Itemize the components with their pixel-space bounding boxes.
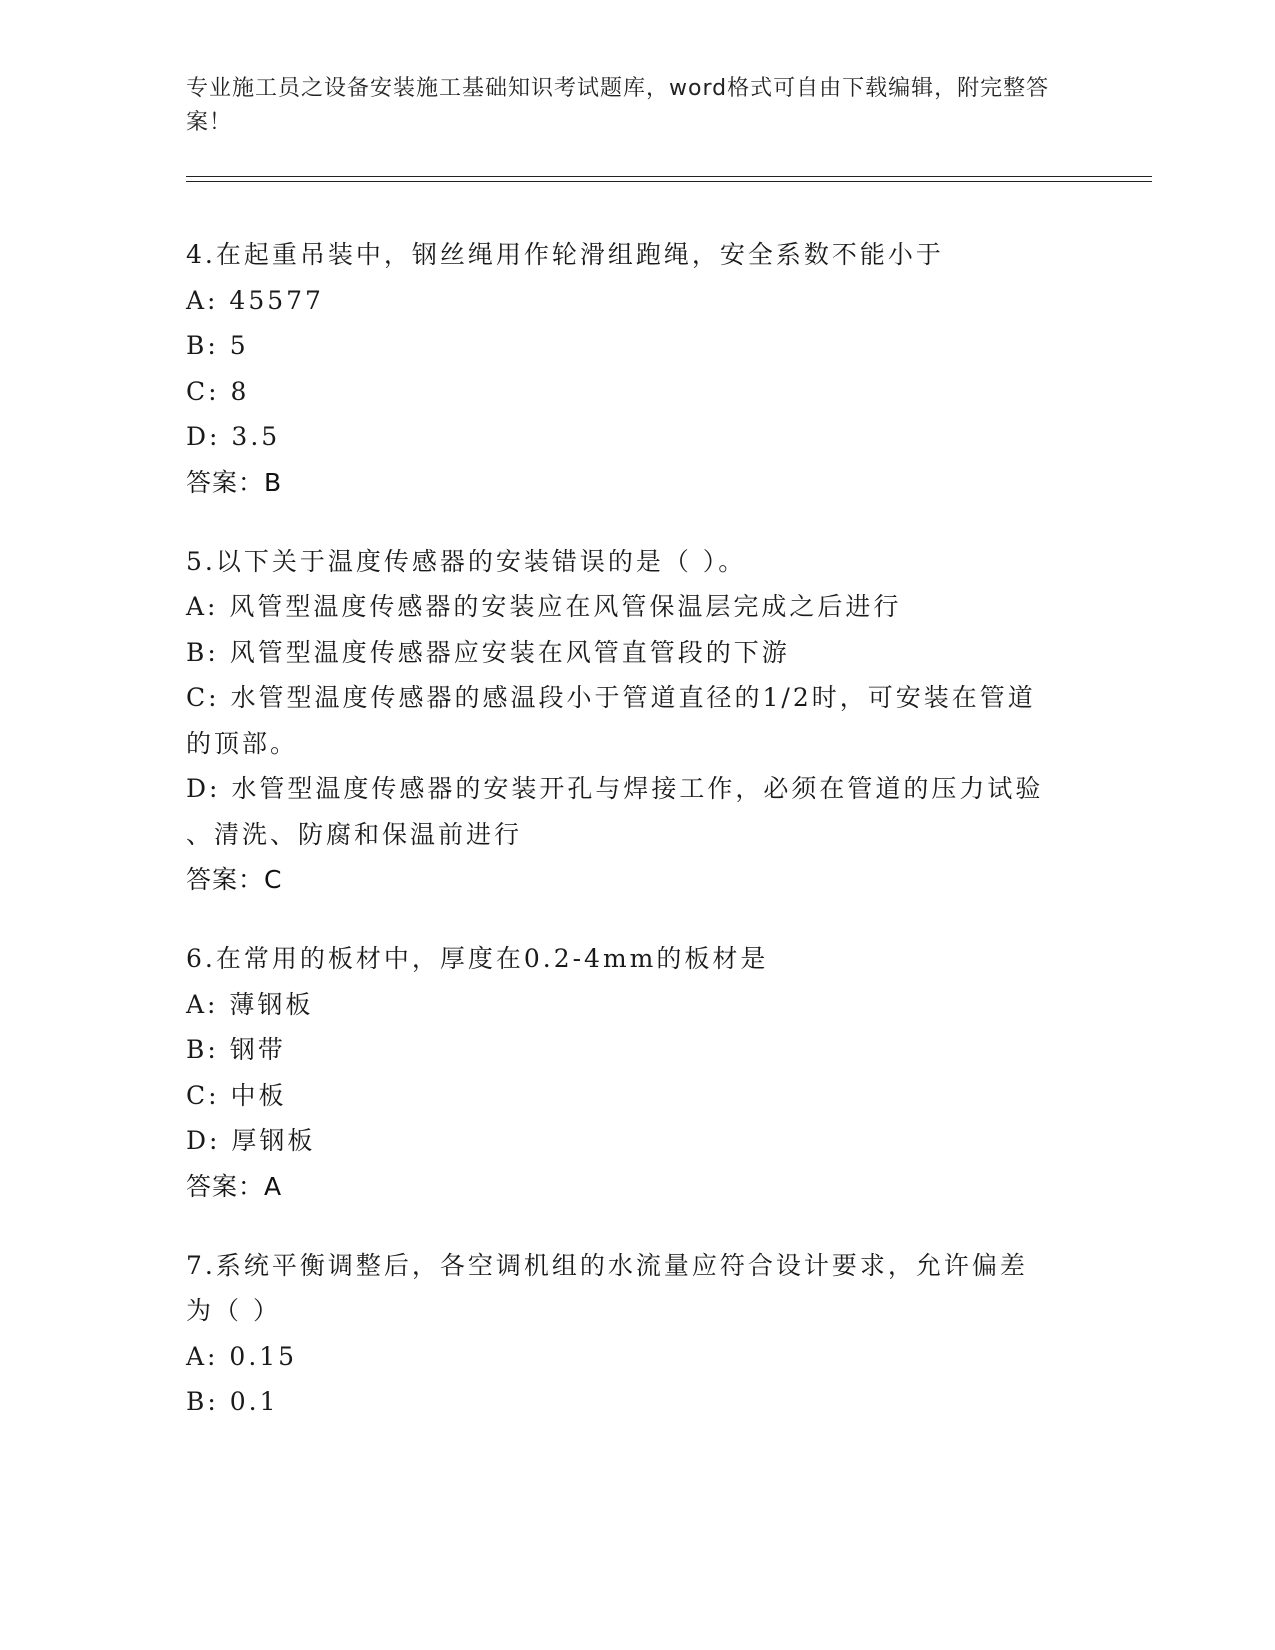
option-b: B: 5 xyxy=(186,331,249,360)
question-stem: 5.以下关于温度传感器的安装错误的是（ ）。 xyxy=(186,546,747,576)
answer: 答案：C xyxy=(186,865,283,894)
option-d: D: 厚钢板 xyxy=(186,1126,316,1155)
option-b: B: 风管型温度传感器应安装在风管直管段的下游 xyxy=(186,637,790,667)
question-7 xyxy=(186,1243,1086,1425)
question-list xyxy=(186,232,1086,1459)
question-stem: 7.系统平衡调整后，各空调机组的水流量应符合设计要求，允许偏差 xyxy=(186,1250,1028,1280)
option-d: D: 水管型温度传感器的安装开孔与焊接工作，必须在管道的压力试验 xyxy=(186,774,1044,803)
option-a: A: 45577 xyxy=(186,285,324,315)
option-b: B: 0.1 xyxy=(186,1387,279,1416)
question-6 xyxy=(186,936,1086,1209)
document-header: 专业施工员之设备安装施工基础知识考试题库，word格式可自由下载编辑，附完整答案！ xyxy=(186,76,1050,135)
option-d-continued: 、清洗、防腐和保温前进行 xyxy=(186,819,523,849)
question-4 xyxy=(186,232,1086,505)
option-c: C: 水管型温度传感器的感温段小于管道直径的1/2时，可安装在管道 xyxy=(186,683,1036,712)
option-c-continued: 的顶部。 xyxy=(186,728,299,758)
header-rule-top xyxy=(186,176,1152,177)
header-rule-bottom xyxy=(186,181,1152,182)
answer: 答案：A xyxy=(186,1171,283,1201)
option-a: A: 风管型温度传感器的安装应在风管保温层完成之后进行 xyxy=(186,592,902,621)
option-b: B: 钢带 xyxy=(186,1035,286,1064)
option-d: D: 3.5 xyxy=(186,422,281,451)
option-c: C: 8 xyxy=(186,376,250,406)
option-c: C: 中板 xyxy=(186,1080,287,1110)
option-a: A: 0.15 xyxy=(186,1341,298,1371)
question-stem: 6.在常用的板材中，厚度在0.2-4mm的板材是 xyxy=(186,944,769,973)
question-stem-continued: 为（ ） xyxy=(186,1296,281,1325)
answer: 答案：B xyxy=(186,467,283,497)
option-a: A: 薄钢板 xyxy=(186,989,314,1019)
question-5 xyxy=(186,539,1086,903)
question-stem: 4.在起重吊装中，钢丝绳用作轮滑组跑绳，安全系数不能小于 xyxy=(186,240,944,269)
